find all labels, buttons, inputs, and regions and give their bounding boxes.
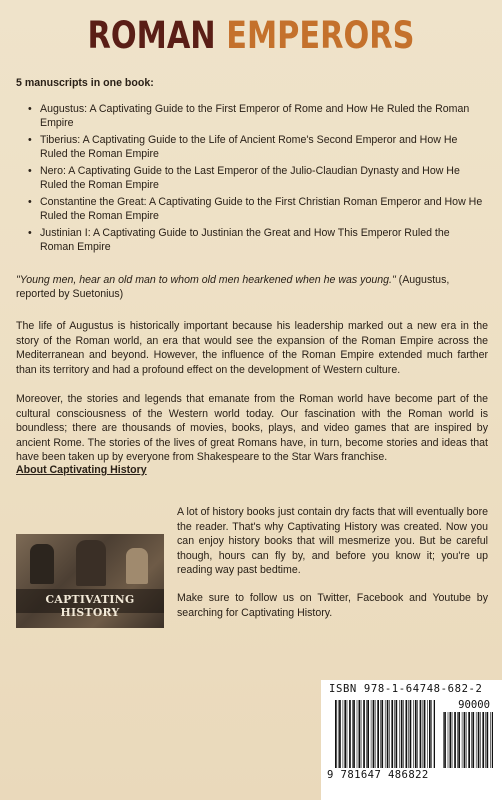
barcode-addon-bars	[443, 712, 493, 768]
list-item: • Justinian I: A Captivating Guide to Justinian the Great and How This Emperor Ruled the Roman Empire	[28, 227, 484, 254]
list-item: • Nero: A Captivating Guide to the Last Emperor of the Julio-Claudian Dynasty and How He Ruled the Roman Empire	[28, 165, 484, 192]
title-part-roman: ROMAN	[87, 14, 227, 57]
quote-text: "Young men, hear an old man to whom old men hearkened when he was young."	[16, 274, 396, 286]
list-item: • Constantine the Great: A Captivating Guide to the First Christian Roman Emperor and How He Ruled the Roman Empire	[28, 196, 484, 223]
about-heading: About Captivating History	[16, 464, 147, 476]
isbn-number: ISBN 978-1-64748-682-2	[329, 683, 483, 695]
list-item: • Augustus: A Captivating Guide to the First Emperor of Rome and How He Ruled the Roman Empire	[28, 103, 484, 130]
barcode-main-bars	[335, 700, 435, 768]
book-title	[45, 14, 457, 58]
quote-attribution: (Augustus, reported by Suetonius)	[16, 274, 450, 300]
barcode-digits: 9 781647 486822	[327, 769, 429, 781]
isbn-barcode	[321, 680, 502, 800]
title-part-emperors: EMPERORS	[226, 14, 415, 57]
about-paragraph-1: A lot of history books just contain dry facts that will eventually bore the reader. That's why Captivating History was created. Now you can enjoy history books that will mesmerize you. But be careful though, hours can fly by, and before you know it; you're up reading way past bedtime.	[177, 506, 488, 577]
paragraph-roman-world: Moreover, the stories and legends that emanate from the Roman world have become part of the cultural consciousness of the Western world today. Our fascination with the Roman world is boundless; there are thousands of movies, books, plays, and video games that are inspired by ancient Rome. The stories of the lives of great Romans have, in turn, become stories and ideas that have been taken up by everyone from Shakespeare to the Star Wars franchise.	[16, 393, 488, 464]
list-item: • Tiberius: A Captivating Guide to the Life of Ancient Rome's Second Emperor and How He Ruled the Roman Empire	[28, 134, 484, 161]
logo-text: CAPTIVATING HISTORY	[45, 593, 135, 619]
paragraph-augustus: The life of Augustus is historically important because his leadership marked out a new era in the story of the Roman world, an era that would see the expansion of the Roman Empire across the Mediterranean and beyond. However, the influence of the Roman Empire extended much farther than its territory and had a profound effect on the development of Western culture.	[16, 320, 488, 376]
manuscripts-heading: 5 manuscripts in one book:	[16, 77, 154, 89]
price-code: 90000	[458, 699, 490, 711]
about-paragraph-2: Make sure to follow us on Twitter, Facebook and Youtube by searching for Captivating History.	[177, 592, 488, 619]
captivating-history-logo	[16, 534, 164, 628]
quote-block	[16, 273, 488, 301]
manuscript-list	[28, 103, 484, 258]
